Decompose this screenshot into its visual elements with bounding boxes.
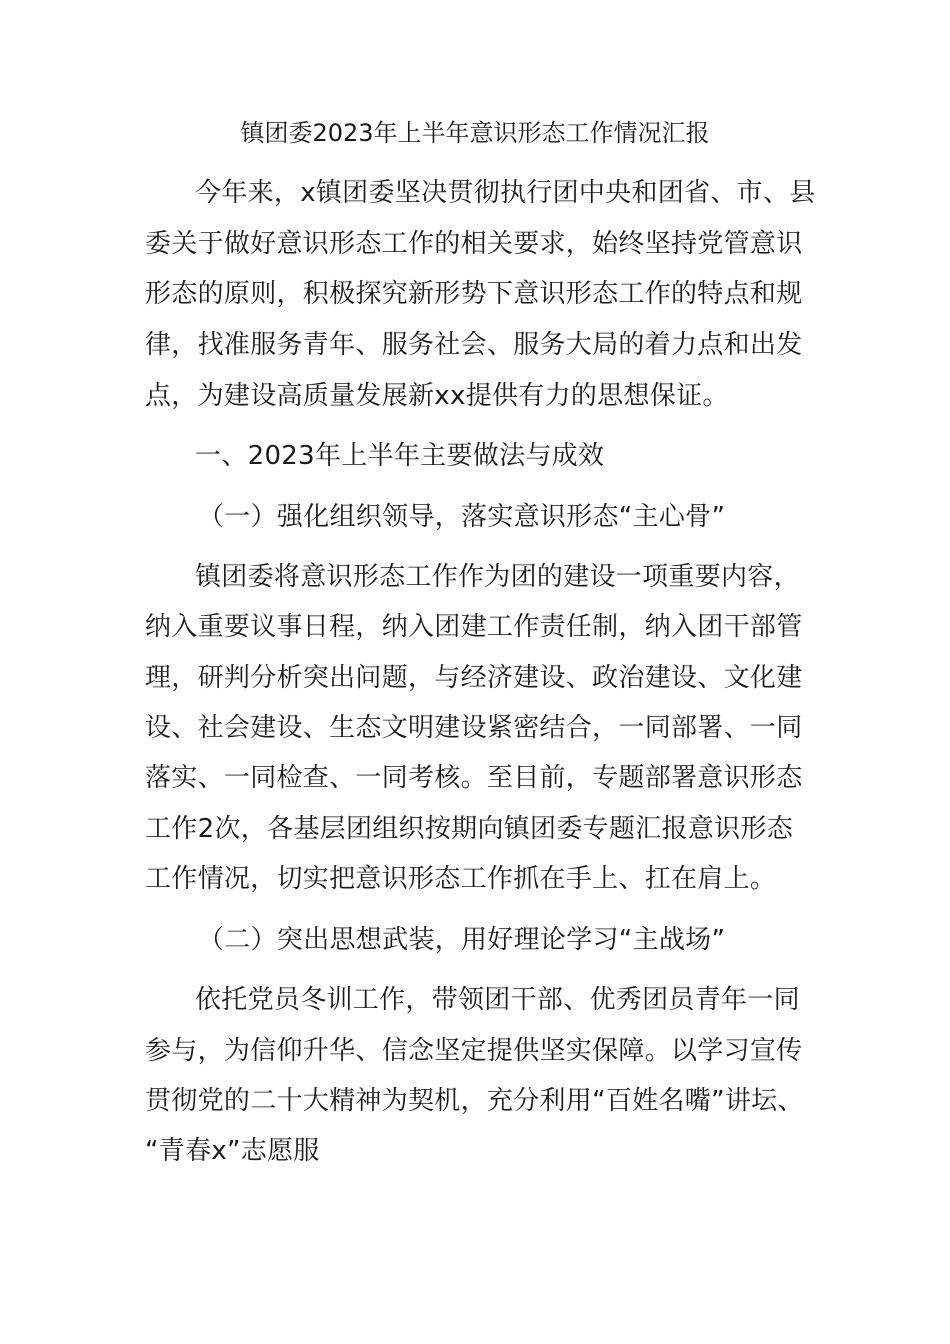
- document-title: 镇团委2023年上半年意识形态工作情况汇报: [240, 119, 710, 147]
- subsection-1-line-4: 设、社会建设、生态文明建设紧密结合，一同部署、一同: [145, 713, 803, 743]
- subsection-1-line-5: 落实、一同检查、一同考核。至目前，专题部署意识形态: [145, 763, 803, 793]
- subsection-1-line-1: 镇团委将意识形态工作作为团的建设一项重要内容，: [195, 562, 800, 592]
- section-1-heading: 一、2023年上半年主要做法与成效: [195, 441, 605, 471]
- intro-line-3: 形态的原则，积极探究新形势下意识形态工作的特点和规: [145, 279, 803, 309]
- subsection-1-line-7: 工作情况，切实把意识形态工作抓在手上、扛在肩上。: [145, 864, 777, 894]
- subsection-2-line-3: 贯彻党的二十大精神为契机，充分利用“百姓名嘴”讲坛、: [145, 1086, 804, 1116]
- subsection-2-heading: （二）突出思想武装，用好理论学习“主战场”: [198, 925, 726, 955]
- subsection-2-line-2: 参与，为信仰升华、信念坚定提供坚实保障。以学习宣传: [145, 1036, 803, 1066]
- intro-line-5: 点，为建设高质量发展新xx提供有力的思想保证。: [145, 381, 729, 411]
- subsection-1-line-3: 理，研判分析突出问题，与经济建设、政治建设、文化建: [145, 663, 803, 693]
- subsection-2-line-1: 依托党员冬训工作，带领团干部、优秀团员青年一同: [195, 985, 800, 1015]
- subsection-1-heading: （一）强化组织领导，落实意识形态“主心骨”: [198, 502, 726, 532]
- subsection-1-line-6: 工作2次，各基层团组织按期向镇团委专题汇报意识形态: [145, 814, 794, 844]
- subsection-2-line-4: “青春x”志愿服: [145, 1136, 320, 1166]
- subsection-1-line-2: 纳入重要议事日程，纳入团建工作责任制，纳入团干部管: [145, 612, 803, 642]
- intro-line-1: 今年来，x镇团委坚决贯彻执行团中央和团省、市、县: [195, 178, 816, 208]
- intro-line-4: 律，找准服务青年、服务社会、服务大局的着力点和出发: [145, 330, 803, 360]
- intro-line-2: 委关于做好意识形态工作的相关要求，始终坚持党管意识: [145, 229, 803, 259]
